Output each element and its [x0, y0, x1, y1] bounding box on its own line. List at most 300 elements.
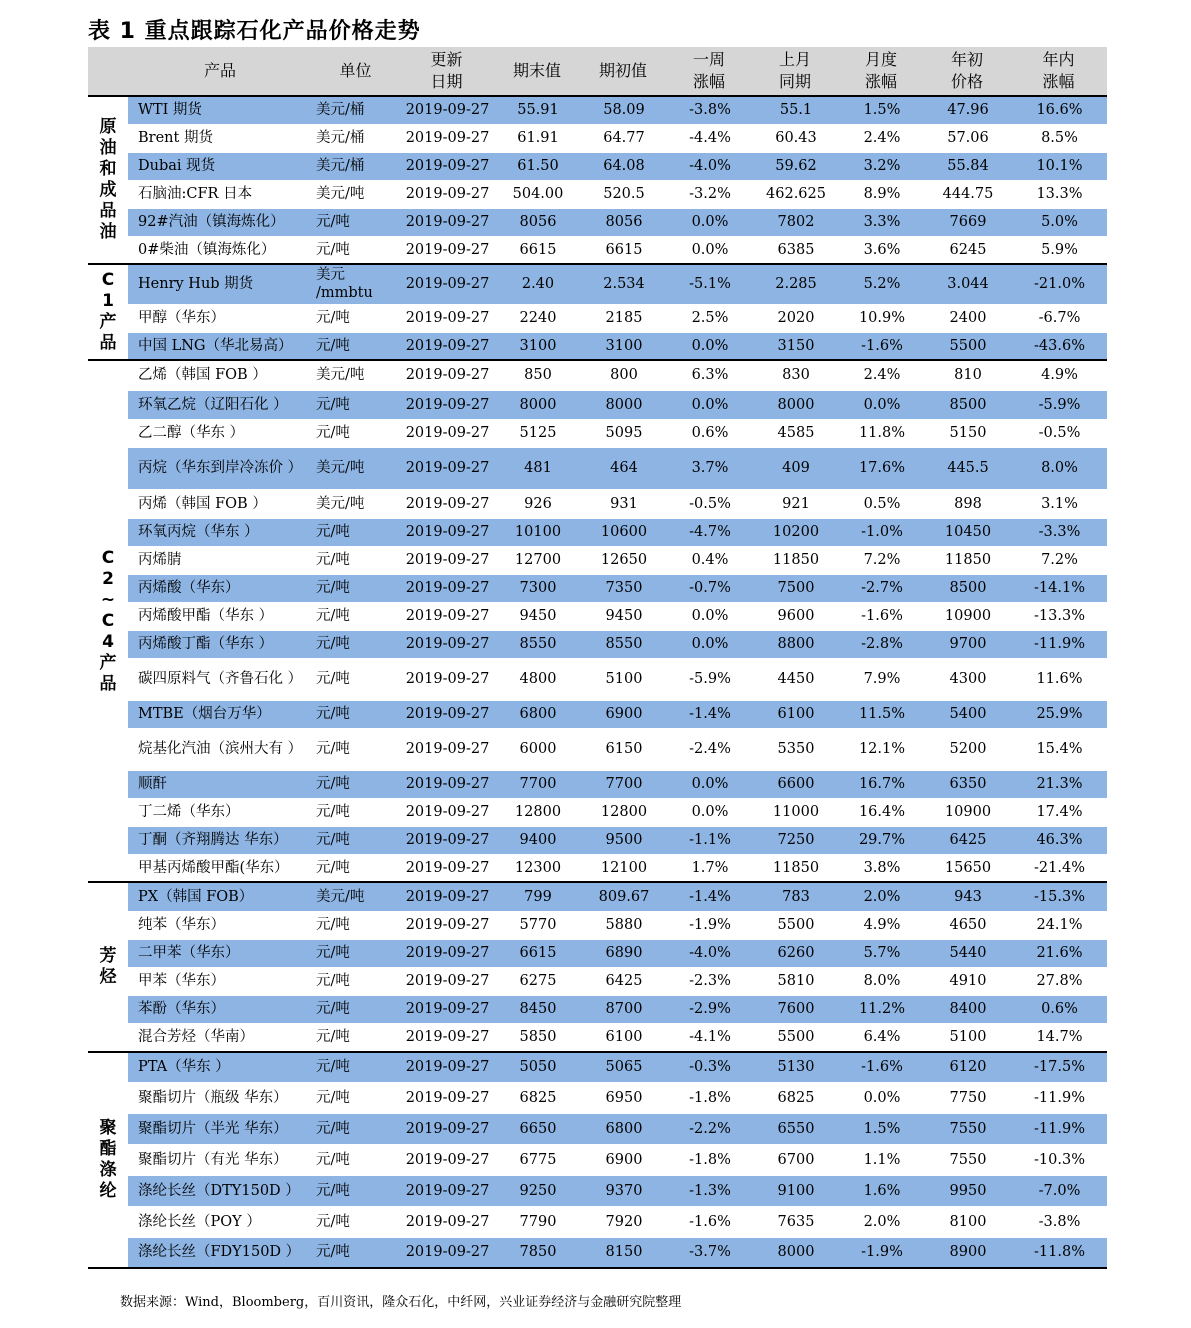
category-label: C 1 产 品	[88, 264, 128, 360]
product-name: 环氧丙烷（华东 ）	[128, 518, 312, 546]
week-change-cell: 6.3%	[691, 367, 729, 384]
week-change-cell: -5.9%	[689, 671, 731, 687]
unit-cell: 美元/桶	[312, 152, 399, 180]
start-value-cell: 6100	[605, 1029, 643, 1046]
product-name: 石脑油:CFR 日本	[138, 186, 253, 202]
unit-cell: 元/吨	[316, 1151, 350, 1168]
ytd-change-cell: -21.4%	[1034, 859, 1085, 876]
ytd-change-cell: 21.6%	[1010, 939, 1107, 967]
update-date-cell: 2019-09-27	[399, 447, 494, 489]
table-title: 表 1 重点跟踪石化产品价格走势	[88, 19, 421, 44]
product-name: 丁二烯（华东）	[138, 804, 240, 820]
year-start-price-cell: 47.96	[924, 96, 1010, 124]
product-name: 丙烷（华东到岸冷冻价 ）	[128, 447, 312, 489]
unit-cell: 美元/桶	[312, 96, 399, 124]
year-start-price-cell: 3.044	[924, 264, 1010, 304]
update-date-cell: 2019-09-27	[405, 241, 490, 258]
last-month-cell: 409	[752, 447, 838, 489]
table-row	[88, 1082, 1107, 1113]
update-date-cell: 2019-09-27	[399, 826, 494, 854]
product-name: 乙烯（韩国 FOB ）	[138, 367, 267, 384]
start-value-cell: 800	[610, 367, 638, 384]
unit-cell: 美元/桶	[316, 130, 365, 146]
product-name: 丁酮（齐翔腾达 华东）	[128, 826, 312, 854]
week-change-cell: -4.1%	[689, 1029, 731, 1046]
unit-cell: 美元/吨	[316, 186, 365, 202]
month-change-cell: 7.9%	[863, 671, 901, 687]
unit-cell: 元/吨	[312, 995, 399, 1023]
update-date-cell: 2019-09-27	[399, 390, 494, 419]
year-start-price-cell: 15650	[944, 859, 992, 876]
week-change-cell: 1.7%	[691, 859, 729, 876]
product-name: 聚酯切片（瓶级 华东）	[138, 1089, 288, 1106]
table-row	[88, 770, 1107, 798]
year-start-price-cell: 7550	[924, 1113, 1010, 1144]
end-value-cell: 7300	[494, 574, 580, 602]
last-month-cell: 3150	[752, 332, 838, 360]
month-change-cell: 2.0%	[838, 882, 924, 911]
last-month-cell: 8800	[752, 630, 838, 658]
start-value-cell: 64.08	[580, 152, 666, 180]
last-month-cell: 6385	[777, 241, 815, 258]
week-change-cell: 0.6%	[691, 425, 729, 441]
unit-cell: 元/吨	[312, 700, 399, 728]
last-month-cell: 783	[752, 882, 838, 911]
week-change-cell: -3.2%	[689, 186, 731, 202]
ytd-change-cell: 4.9%	[1041, 367, 1078, 384]
year-start-price-cell: 445.5	[924, 447, 1010, 489]
last-month-cell: 6260	[752, 939, 838, 967]
start-value-cell: 6950	[605, 1089, 643, 1106]
year-start-price-cell: 6350	[924, 770, 1010, 798]
end-value-cell: 2240	[519, 310, 557, 326]
month-change-cell: -2.8%	[838, 630, 924, 658]
week-change-cell: 3.7%	[666, 447, 752, 489]
unit-cell: 元/吨	[312, 1113, 399, 1144]
update-date-cell: 2019-09-27	[399, 208, 494, 236]
month-change-cell: 3.2%	[838, 152, 924, 180]
end-value-cell: 6825	[519, 1089, 557, 1106]
year-start-price-cell: 7750	[949, 1089, 987, 1106]
start-value-cell: 7350	[580, 574, 666, 602]
unit-cell: 元/吨	[316, 804, 350, 820]
end-value-cell: 5125	[519, 425, 557, 441]
end-value-cell: 8550	[494, 630, 580, 658]
product-name: 二甲苯（华东）	[128, 939, 312, 967]
start-value-cell: 9500	[580, 826, 666, 854]
ytd-change-cell: -11.9%	[1010, 1113, 1107, 1144]
product-name: 混合芳烃（华南）	[138, 1029, 254, 1046]
ytd-change-cell: 25.9%	[1010, 700, 1107, 728]
month-change-cell: 1.6%	[838, 1175, 924, 1206]
week-change-cell: -0.7%	[666, 574, 752, 602]
last-month-cell: 8000	[752, 1237, 838, 1268]
month-change-cell: 5.7%	[838, 939, 924, 967]
ytd-change-cell: 17.4%	[1036, 804, 1083, 820]
header-product: 产品	[128, 47, 312, 96]
ytd-change-cell: 5.9%	[1041, 241, 1078, 258]
year-start-price-cell: 444.75	[942, 186, 994, 202]
ytd-change-cell: -0.5%	[1038, 425, 1081, 441]
end-value-cell: 9450	[519, 608, 557, 624]
month-change-cell: 5.2%	[838, 264, 924, 304]
unit-cell: 元/吨	[312, 630, 399, 658]
table-row	[88, 882, 1107, 911]
category-group	[88, 264, 1107, 360]
month-change-cell: 17.6%	[838, 447, 924, 489]
week-change-cell: -2.2%	[666, 1113, 752, 1144]
header-category	[88, 47, 128, 96]
ytd-change-cell: 27.8%	[1036, 973, 1083, 989]
year-start-price-cell: 55.84	[924, 152, 1010, 180]
year-start-price-cell: 5440	[924, 939, 1010, 967]
end-value-cell: 5050	[494, 1052, 580, 1082]
month-change-cell: 1.5%	[838, 1113, 924, 1144]
update-date-cell: 2019-09-27	[399, 518, 494, 546]
update-date-cell: 2019-09-27	[399, 1237, 494, 1268]
end-value-cell: 504.00	[512, 186, 564, 202]
month-change-cell: 2.4%	[863, 130, 901, 146]
year-start-price-cell: 6245	[949, 241, 987, 258]
end-value-cell: 12300	[514, 859, 562, 876]
product-name: 丙烯腈	[138, 552, 182, 568]
week-change-cell: -4.0%	[666, 152, 752, 180]
table-row	[88, 236, 1107, 264]
table-row	[88, 419, 1107, 447]
update-date-cell: 2019-09-27	[405, 130, 490, 146]
year-start-price-cell: 57.06	[947, 130, 989, 146]
end-value-cell: 12700	[514, 552, 562, 568]
week-change-cell: -5.1%	[666, 264, 752, 304]
product-name: 甲醇（华东）	[138, 310, 225, 326]
last-month-cell: 11850	[772, 552, 820, 568]
update-date-cell: 2019-09-27	[399, 700, 494, 728]
start-value-cell: 809.67	[580, 882, 666, 911]
end-value-cell: 850	[524, 367, 552, 384]
update-date-cell: 2019-09-27	[399, 770, 494, 798]
table-row	[88, 390, 1107, 419]
update-date-cell: 2019-09-27	[405, 973, 490, 989]
ytd-change-cell: 5.0%	[1010, 208, 1107, 236]
update-date-cell: 2019-09-27	[405, 1029, 490, 1046]
month-change-cell: -1.0%	[838, 518, 924, 546]
unit-cell: 元/吨	[316, 1029, 350, 1046]
unit-cell: 美元/吨	[312, 882, 399, 911]
table-row	[88, 854, 1107, 882]
year-start-price-cell: 5100	[949, 1029, 987, 1046]
year-start-price-cell: 4300	[949, 671, 987, 687]
week-change-cell: -2.3%	[689, 973, 731, 989]
update-date-cell: 2019-09-27	[399, 332, 494, 360]
year-start-price-cell: 5400	[924, 700, 1010, 728]
table-row	[88, 124, 1107, 152]
table-row	[88, 1206, 1107, 1237]
start-value-cell: 2.534	[580, 264, 666, 304]
ytd-change-cell: 11.6%	[1036, 671, 1083, 687]
last-month-cell: 6100	[752, 700, 838, 728]
month-change-cell: -2.7%	[838, 574, 924, 602]
product-name: 甲苯（华东）	[138, 973, 225, 989]
product-name: 纯苯（华东）	[138, 917, 225, 933]
start-value-cell: 12100	[600, 859, 648, 876]
last-month-cell: 6600	[752, 770, 838, 798]
table-row	[88, 630, 1107, 658]
start-value-cell: 8700	[580, 995, 666, 1023]
table-row	[88, 264, 1107, 304]
update-date-cell: 2019-09-27	[399, 152, 494, 180]
unit-cell: 元/吨	[316, 741, 350, 757]
end-value-cell: 6775	[519, 1151, 557, 1168]
price-table	[88, 47, 1107, 1269]
unit-cell: 元/吨	[312, 332, 399, 360]
product-name: 烷基化汽油（滨州大有 ）	[138, 741, 303, 757]
table-row	[88, 96, 1107, 124]
ytd-change-cell: 15.4%	[1036, 741, 1083, 757]
week-change-cell: -1.6%	[689, 1213, 731, 1230]
product-name: 涤纶长丝（FDY150D ）	[128, 1237, 312, 1268]
table-row	[88, 360, 1107, 390]
ytd-change-cell: -14.1%	[1010, 574, 1107, 602]
end-value-cell: 926	[524, 495, 552, 512]
last-month-cell: 4450	[777, 671, 815, 687]
month-change-cell: 16.7%	[838, 770, 924, 798]
ytd-change-cell: -11.9%	[1010, 630, 1107, 658]
header-date: 更新 日期	[399, 47, 494, 96]
unit-cell: 美元/吨	[316, 367, 365, 384]
product-name: 碳四原料气（齐鲁石化 ）	[138, 671, 303, 687]
category-group	[88, 96, 1107, 264]
week-change-cell: -1.4%	[666, 882, 752, 911]
product-name: PX（韩国 FOB）	[128, 882, 312, 911]
category-group	[88, 360, 1107, 882]
unit-cell: 元/吨	[316, 1213, 350, 1230]
product-name: 中国 LNG（华北易高）	[128, 332, 312, 360]
update-date-cell: 2019-09-27	[405, 859, 490, 876]
product-name: Dubai 现货	[128, 152, 312, 180]
month-change-cell: 3.6%	[863, 241, 901, 258]
update-date-cell: 2019-09-27	[399, 995, 494, 1023]
update-date-cell: 2019-09-27	[405, 495, 490, 512]
end-value-cell: 7850	[494, 1237, 580, 1268]
ytd-change-cell: -43.6%	[1010, 332, 1107, 360]
table-row	[88, 518, 1107, 546]
month-change-cell: 1.1%	[863, 1151, 901, 1168]
year-start-price-cell: 810	[954, 367, 982, 384]
year-start-price-cell: 8400	[924, 995, 1010, 1023]
unit-cell: 元/吨	[316, 859, 350, 876]
table-row	[88, 939, 1107, 967]
start-value-cell: 5095	[605, 425, 643, 441]
ytd-change-cell: -3.8%	[1038, 1213, 1081, 1230]
product-name: 涤纶长丝（POY ）	[138, 1213, 261, 1230]
end-value-cell: 6275	[519, 973, 557, 989]
update-date-cell: 2019-09-27	[399, 264, 494, 304]
year-start-price-cell: 10900	[944, 804, 992, 820]
week-change-cell: -2.9%	[666, 995, 752, 1023]
end-value-cell: 6615	[494, 939, 580, 967]
year-start-price-cell: 7669	[924, 208, 1010, 236]
unit-cell: 元/吨	[316, 1089, 350, 1106]
last-month-cell: 830	[782, 367, 810, 384]
table-row	[88, 332, 1107, 360]
unit-cell: 元/吨	[312, 770, 399, 798]
end-value-cell: 55.91	[494, 96, 580, 124]
month-change-cell: 8.0%	[863, 973, 901, 989]
last-month-cell: 11850	[772, 859, 820, 876]
end-value-cell: 8450	[494, 995, 580, 1023]
header-month-change: 月度 涨幅	[838, 47, 924, 96]
month-change-cell: -1.6%	[861, 608, 903, 624]
unit-cell: 美元/吨	[316, 495, 365, 512]
last-month-cell: 6825	[777, 1089, 815, 1106]
header-last-month: 上月 同期	[752, 47, 838, 96]
last-month-cell: 55.1	[752, 96, 838, 124]
update-date-cell: 2019-09-27	[399, 1113, 494, 1144]
update-date-cell: 2019-09-27	[405, 552, 490, 568]
last-month-cell: 4585	[777, 425, 815, 441]
update-date-cell: 2019-09-27	[405, 425, 490, 441]
end-value-cell: 9400	[494, 826, 580, 854]
year-start-price-cell: 4650	[949, 917, 987, 933]
week-change-cell: 0.0%	[666, 630, 752, 658]
ytd-change-cell: 8.5%	[1041, 130, 1078, 146]
week-change-cell: -3.8%	[666, 96, 752, 124]
start-value-cell: 8150	[580, 1237, 666, 1268]
end-value-cell: 5770	[519, 917, 557, 933]
table-row	[88, 602, 1107, 630]
table-row	[88, 489, 1107, 518]
week-change-cell: -0.3%	[666, 1052, 752, 1082]
year-start-price-cell: 5150	[949, 425, 987, 441]
ytd-change-cell: 0.6%	[1010, 995, 1107, 1023]
month-change-cell: 8.9%	[863, 186, 901, 202]
month-change-cell: 0.0%	[838, 390, 924, 419]
month-change-cell: 3.8%	[863, 859, 901, 876]
product-name: MTBE（烟台万华）	[128, 700, 312, 728]
start-value-cell: 6890	[580, 939, 666, 967]
month-change-cell: -1.6%	[838, 1052, 924, 1082]
last-month-cell: 5500	[777, 1029, 815, 1046]
ytd-change-cell: -11.8%	[1010, 1237, 1107, 1268]
month-change-cell: 2.4%	[863, 367, 901, 384]
table-row	[88, 995, 1107, 1023]
month-change-cell: 3.3%	[838, 208, 924, 236]
start-value-cell: 64.77	[603, 130, 645, 146]
unit-cell: 元/吨	[312, 574, 399, 602]
table-row	[88, 1144, 1107, 1175]
table-header	[88, 47, 1107, 96]
update-date-cell: 2019-09-27	[399, 939, 494, 967]
last-month-cell: 60.43	[775, 130, 817, 146]
product-name: 丙烯酸（华东）	[128, 574, 312, 602]
product-name: 丙烯（韩国 FOB ）	[138, 495, 267, 512]
start-value-cell: 6800	[580, 1113, 666, 1144]
start-value-cell: 5100	[605, 671, 643, 687]
week-change-cell: -1.8%	[689, 1089, 731, 1106]
last-month-cell: 11000	[772, 804, 820, 820]
header-start-value: 期初值	[580, 47, 666, 96]
ytd-change-cell: -7.0%	[1010, 1175, 1107, 1206]
start-value-cell: 58.09	[580, 96, 666, 124]
last-month-cell: 5350	[777, 741, 815, 757]
update-date-cell: 2019-09-27	[405, 608, 490, 624]
start-value-cell: 7700	[580, 770, 666, 798]
week-change-cell: -3.7%	[666, 1237, 752, 1268]
start-value-cell: 6900	[580, 700, 666, 728]
unit-cell: 美元/吨	[312, 447, 399, 489]
update-date-cell: 2019-09-27	[405, 1089, 490, 1106]
unit-cell: 元/吨	[316, 671, 350, 687]
unit-cell: 元/吨	[312, 826, 399, 854]
ytd-change-cell: -3.3%	[1010, 518, 1107, 546]
end-value-cell: 7700	[494, 770, 580, 798]
ytd-change-cell: 7.2%	[1041, 552, 1078, 568]
table-row	[88, 180, 1107, 208]
start-value-cell: 5065	[580, 1052, 666, 1082]
last-month-cell: 6700	[777, 1151, 815, 1168]
table-row	[88, 152, 1107, 180]
unit-cell: 元/吨	[316, 917, 350, 933]
product-name: Henry Hub 期货	[128, 264, 312, 304]
start-value-cell: 6150	[605, 741, 643, 757]
last-month-cell: 462.625	[766, 186, 826, 202]
category-group	[88, 1052, 1107, 1268]
ytd-change-cell: 10.1%	[1010, 152, 1107, 180]
unit-cell: 元/吨	[316, 425, 350, 441]
ytd-change-cell: -21.0%	[1010, 264, 1107, 304]
unit-cell: 元/吨	[312, 1052, 399, 1082]
start-value-cell: 12800	[600, 804, 648, 820]
update-date-cell: 2019-09-27	[405, 1151, 490, 1168]
ytd-change-cell: 46.3%	[1010, 826, 1107, 854]
year-start-price-cell: 6120	[924, 1052, 1010, 1082]
week-change-cell: -4.7%	[666, 518, 752, 546]
table-row	[88, 1052, 1107, 1082]
category-label: 芳 烃	[88, 882, 128, 1052]
month-change-cell: 4.9%	[863, 917, 901, 933]
update-date-cell: 2019-09-27	[405, 310, 490, 326]
end-value-cell: 6650	[494, 1113, 580, 1144]
end-value-cell: 10100	[494, 518, 580, 546]
product-name: 聚酯切片（半光 华东）	[128, 1113, 312, 1144]
ytd-change-cell: -6.7%	[1038, 310, 1081, 326]
ytd-change-cell: 8.0%	[1010, 447, 1107, 489]
unit-cell: 元/吨	[316, 973, 350, 989]
product-name: 环氧乙烷（辽阳石化 ）	[128, 390, 312, 419]
unit-cell: 元/吨	[316, 241, 350, 258]
header-week-change: 一周 涨幅	[666, 47, 752, 96]
week-change-cell: 0.0%	[666, 390, 752, 419]
source-note: 数据来源：Wind，Bloomberg，百川资讯，隆众石化，中纤网，兴业证券经济与金融研究院整理	[120, 1295, 682, 1310]
product-name: Brent 期货	[138, 130, 213, 146]
table-row	[88, 728, 1107, 770]
update-date-cell: 2019-09-27	[399, 630, 494, 658]
end-value-cell: 3100	[494, 332, 580, 360]
week-change-cell: 0.0%	[691, 804, 729, 820]
product-name: 甲基丙烯酸甲酯(华东）	[138, 859, 289, 876]
end-value-cell: 481	[494, 447, 580, 489]
unit-cell: 元/吨	[316, 608, 350, 624]
category-label: C 2 ~ C 4 产 品	[88, 360, 128, 882]
last-month-cell: 921	[782, 495, 810, 512]
update-date-cell: 2019-09-27	[399, 574, 494, 602]
start-value-cell: 9370	[580, 1175, 666, 1206]
update-date-cell: 2019-09-27	[405, 917, 490, 933]
category-group	[88, 882, 1107, 1052]
start-value-cell: 12650	[600, 552, 648, 568]
update-date-cell: 2019-09-27	[399, 96, 494, 124]
week-change-cell: -1.8%	[689, 1151, 731, 1168]
